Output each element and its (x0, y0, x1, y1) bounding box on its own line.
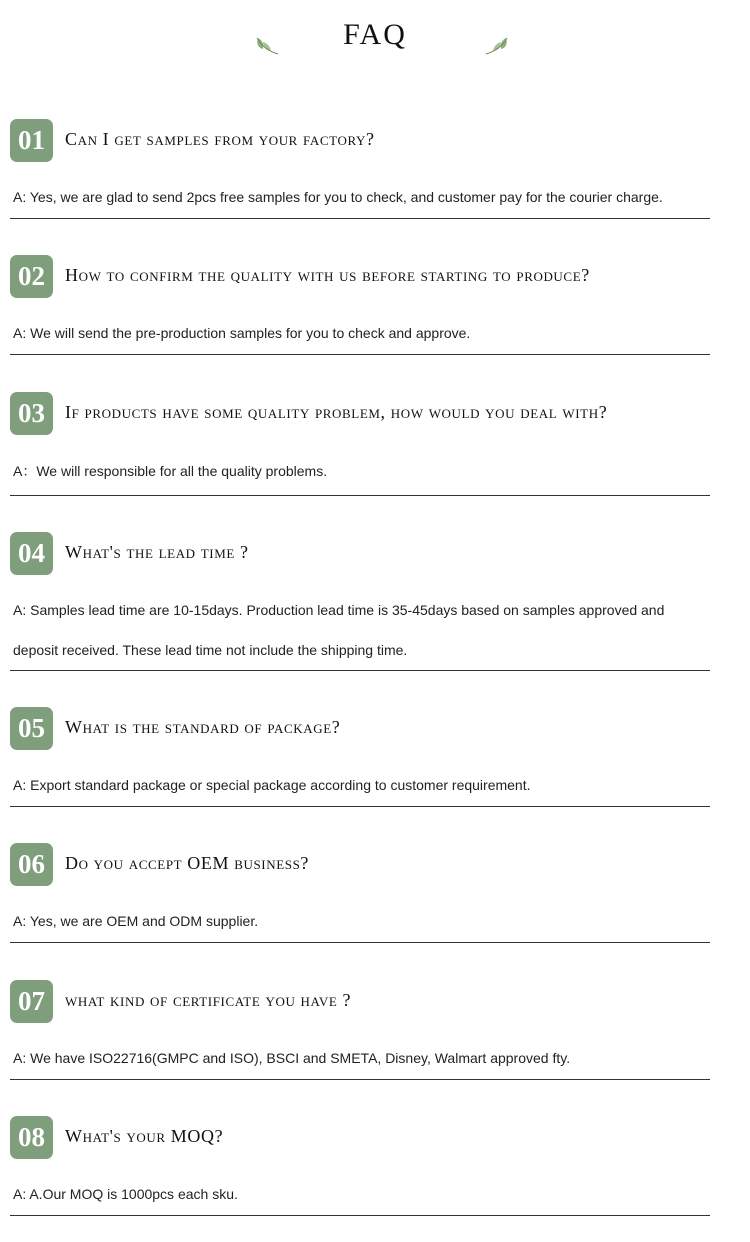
faq-question: What is the standard of package? (65, 717, 341, 737)
divider (10, 495, 710, 496)
faq-answer: A: We have ISO22716(GMPC and ISO), BSCI and SMETA, Disney, Walmart approved fty. (13, 1050, 571, 1066)
divider (10, 1215, 710, 1216)
faq-number-badge: 08 (10, 1116, 53, 1159)
faq-question: What's your MOQ? (65, 1126, 224, 1146)
faq-header (0, 18, 750, 68)
faq-number-badge: 04 (10, 532, 53, 575)
faq-number-badge: 07 (10, 980, 53, 1023)
faq-question: If products have some quality problem, how would you deal with? (65, 402, 608, 422)
divider (10, 942, 710, 943)
faq-number-badge: 02 (10, 255, 53, 298)
faq-answer: A: Yes, we are glad to send 2pcs free samples for you to check, and customer pay for the courier charge. (13, 189, 663, 205)
faq-answer: A: Samples lead time are 10-15days. Production lead time is 35-45days based on samples approved and deposit received. These lead time not include the shipping time. (13, 602, 665, 658)
divider (10, 806, 710, 807)
faq-number-badge: 03 (10, 392, 53, 435)
faq-answer: A: We will send the pre-production samples for you to check and approve. (13, 325, 471, 341)
faq-number-badge: 01 (10, 119, 53, 162)
faq-question: Can I get samples from your factory? (65, 129, 375, 149)
divider (10, 354, 710, 355)
faq-question: Do you accept OEM business? (65, 853, 309, 873)
faq-answer: A: Export standard package or special package according to customer requirement. (13, 777, 531, 793)
faq-question: What's the lead time ? (65, 542, 249, 562)
faq-answer: A：We will responsible for all the quality problems. (13, 463, 328, 479)
divider (10, 670, 710, 671)
faq-answer: A: Yes, we are OEM and ODM supplier. (13, 913, 259, 929)
divider (10, 218, 710, 219)
divider (10, 1079, 710, 1080)
leaf-sprig-icon (482, 34, 512, 56)
faq-question: How to confirm the quality with us before starting to produce? (65, 265, 590, 285)
page-title: FAQ (343, 18, 407, 51)
faq-answer: A: A.Our MOQ is 1000pcs each sku. (13, 1186, 238, 1202)
faq-number-badge: 06 (10, 843, 53, 886)
faq-number-badge: 05 (10, 707, 53, 750)
faq-question: what kind of certificate you have ? (65, 990, 352, 1010)
